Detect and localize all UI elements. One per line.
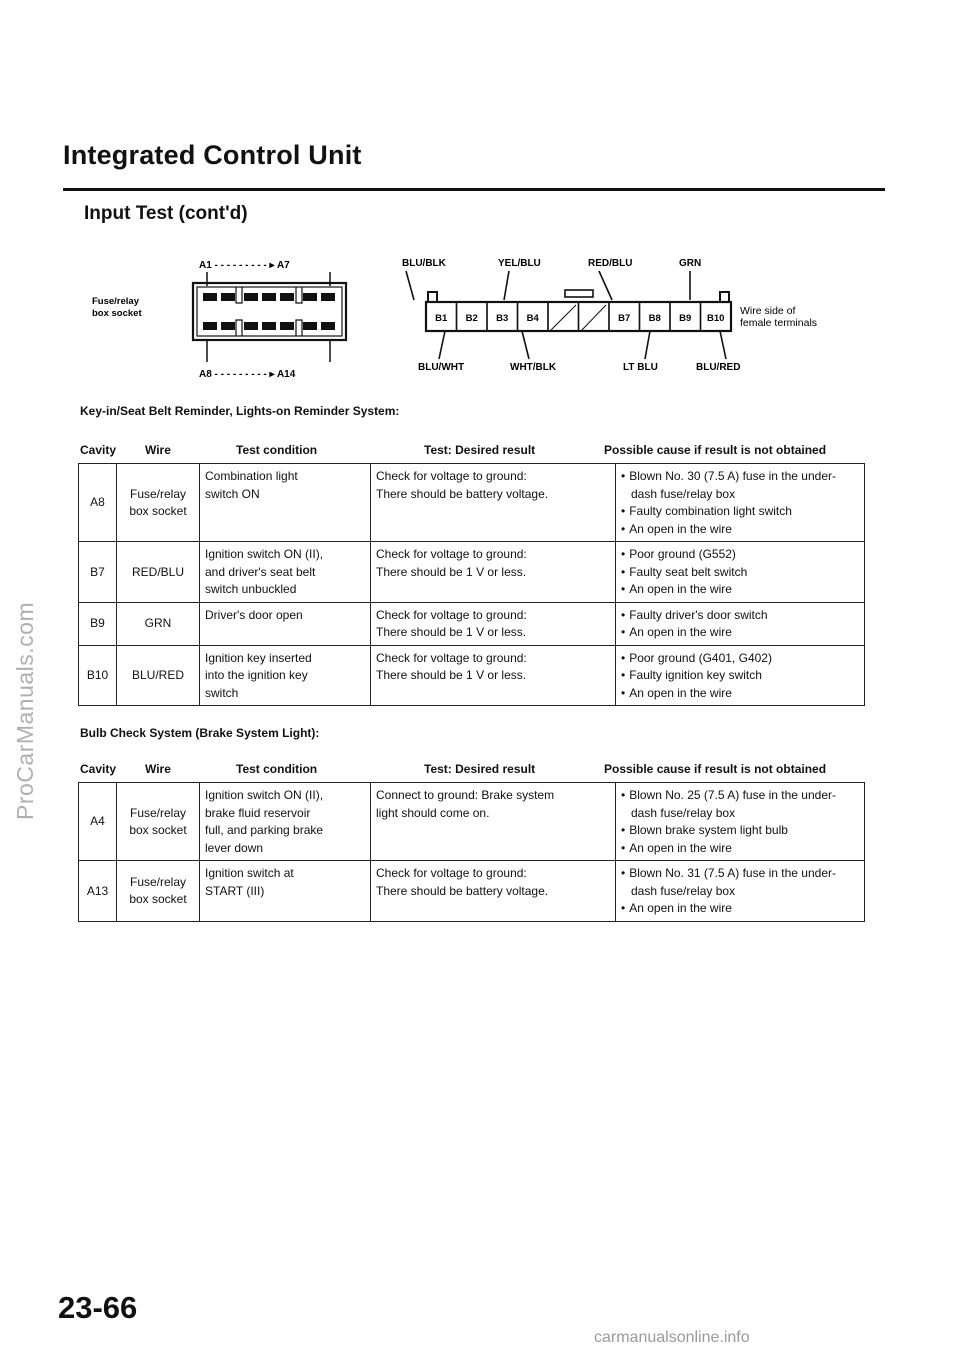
side-note-2: female terminals <box>740 317 818 329</box>
wire-cell <box>117 645 200 706</box>
wire-cell-line: Fuse/relay <box>129 486 187 501</box>
wire-label-bottom-3: LT BLU <box>623 362 658 373</box>
wire-label-top-2: YEL/BLU <box>498 258 541 269</box>
condition-cell-line: Driver's door open <box>205 607 303 622</box>
header-cavity-2: Cavity <box>80 762 117 776</box>
cause-list <box>621 787 859 857</box>
wire-cell-line: Fuse/relay <box>129 805 187 820</box>
header-wire-2: Wire <box>145 762 171 776</box>
wire-cell-line: box socket <box>129 892 187 907</box>
pin-label: B2 <box>465 313 478 324</box>
wire-cell-line: RED/BLU <box>131 564 184 579</box>
side-note-1: Wire side of <box>740 305 796 317</box>
wire-label-bottom-4: BLU/RED <box>696 362 741 373</box>
result-cell <box>371 464 616 542</box>
wire-cell-line: Fuse/relay <box>129 874 187 889</box>
page-title: Integrated Control Unit <box>63 140 362 170</box>
condition-cell <box>200 645 371 706</box>
result-cell <box>371 602 616 645</box>
cause-list <box>621 546 859 599</box>
cavity-cell: B7 <box>79 542 117 603</box>
cause-cell <box>616 645 865 706</box>
table-row <box>79 542 865 603</box>
cause-cell <box>616 783 865 861</box>
icu-connector <box>426 290 731 331</box>
wire-cell <box>117 464 200 542</box>
section-label-key-in: Key-in/Seat Belt Reminder, Lights-on Reminder System: <box>80 404 400 418</box>
cause-list <box>621 865 859 918</box>
table-row <box>79 464 865 542</box>
wire-cell <box>117 602 200 645</box>
cause-item: • An open in the wire <box>621 900 859 918</box>
header-wire: Wire <box>145 443 171 457</box>
cause-item: • Faulty driver's door switch <box>621 607 859 625</box>
result-cell-line: There should be 1 V or less. <box>376 668 527 682</box>
bulb-check-test-table <box>78 782 865 922</box>
condition-cell-line: Ignition switch ON (II), <box>205 788 324 802</box>
cavity-cell: A4 <box>79 783 117 861</box>
socket-label-2: box socket <box>92 308 142 319</box>
cause-list <box>621 607 859 642</box>
a-range-bottom: A8 - - - - - - - - - ▸ A14 <box>199 369 296 380</box>
cause-item: • An open in the wire <box>621 840 859 858</box>
cavity-cell: B9 <box>79 602 117 645</box>
result-cell-line: There should be battery voltage. <box>376 486 549 501</box>
wire-label-top-3: RED/BLU <box>588 258 633 269</box>
cause-item: • Faulty combination light switch <box>621 503 859 521</box>
pin-cell <box>548 302 579 331</box>
condition-cell <box>200 602 371 645</box>
condition-cell-line: Ignition key inserted <box>205 650 312 665</box>
wire-cell-line: BLU/RED <box>131 668 184 682</box>
condition-cell <box>200 783 371 861</box>
header-desired-result-2: Test: Desired result <box>424 762 536 776</box>
cause-item: • Blown brake system light bulb <box>621 822 859 840</box>
result-cell-line: Connect to ground: Brake system <box>376 788 555 802</box>
result-cell-line: Check for voltage to ground: <box>376 866 527 880</box>
table-row <box>79 602 865 645</box>
wire-cell <box>117 542 200 603</box>
cavity-cell: A13 <box>79 861 117 922</box>
condition-cell-line: Combination light <box>205 469 298 483</box>
pin-label: B8 <box>648 313 661 324</box>
header-possible-cause-2: Possible cause if result is not obtained <box>604 762 827 776</box>
cause-cell <box>616 542 865 603</box>
header-test-condition-2: Test condition <box>236 762 318 776</box>
result-cell <box>371 861 616 922</box>
connector-diagram <box>60 240 860 380</box>
header-desired-result: Test: Desired result <box>424 443 536 457</box>
result-cell <box>371 645 616 706</box>
condition-cell-line: switch <box>205 685 239 700</box>
result-cell-line: There should be 1 V or less. <box>376 625 527 639</box>
condition-cell <box>200 464 371 542</box>
table-row <box>79 783 865 861</box>
wire-cell-line: box socket <box>129 823 187 837</box>
condition-cell-line: into the ignition key <box>205 668 308 682</box>
condition-cell-line: full, and parking brake <box>205 823 324 837</box>
result-cell <box>371 783 616 861</box>
condition-cell <box>200 542 371 603</box>
result-cell <box>371 542 616 603</box>
pin-label: B3 <box>496 313 509 324</box>
result-cell-line: Check for voltage to ground: <box>376 650 527 665</box>
header-test-condition: Test condition <box>236 443 318 457</box>
pin-label: B4 <box>526 313 539 324</box>
header-cavity: Cavity <box>80 443 117 457</box>
condition-cell-line: Ignition switch at <box>205 866 294 880</box>
wire-cell <box>117 861 200 922</box>
condition-cell-line: Ignition switch ON (II), <box>205 547 324 561</box>
page-number: 23-66 <box>58 1290 138 1325</box>
wire-cell <box>117 783 200 861</box>
wire-cell-line: GRN <box>144 616 172 631</box>
condition-cell-line: switch ON <box>205 486 260 501</box>
cause-item: • Blown No. 25 (7.5 A) fuse in the under-dash fuse/relay box <box>621 787 859 822</box>
condition-cell <box>200 861 371 922</box>
pin-label: B1 <box>435 313 448 324</box>
table-row <box>79 861 865 922</box>
cause-cell <box>616 464 865 542</box>
cause-item: • An open in the wire <box>621 624 859 642</box>
cause-item: • An open in the wire <box>621 581 859 599</box>
result-cell-line: Check for voltage to ground: <box>376 469 527 483</box>
cause-cell <box>616 602 865 645</box>
cause-item: • Poor ground (G552) <box>621 546 859 564</box>
pin-label: B7 <box>618 313 631 324</box>
fuse-relay-socket <box>193 283 346 340</box>
cause-item: • Blown No. 31 (7.5 A) fuse in the under-dash fuse/relay box <box>621 865 859 900</box>
result-cell-line: light should come on. <box>376 805 490 820</box>
title-rule <box>63 188 885 191</box>
wire-cell-line: box socket <box>129 504 187 518</box>
condition-cell-line: and driver's seat belt <box>205 564 316 579</box>
section-label-bulb-check: Bulb Check System (Brake System Light): <box>80 726 320 740</box>
wire-label-bottom-1: BLU/WHT <box>418 362 465 373</box>
condition-cell-line: brake fluid reservoir <box>205 805 311 820</box>
wire-label-bottom-2: WHT/BLK <box>510 362 557 373</box>
header-possible-cause: Possible cause if result is not obtained <box>604 443 827 457</box>
socket-label-1: Fuse/relay <box>92 296 139 307</box>
cause-item: • An open in the wire <box>621 521 859 539</box>
cause-list <box>621 468 859 538</box>
wire-label-top-1: BLU/BLK <box>402 258 446 269</box>
result-cell-line: There should be battery voltage. <box>376 883 549 898</box>
cause-item: • Poor ground (G401, G402) <box>621 650 859 668</box>
cause-cell <box>616 861 865 922</box>
condition-cell-line: START (III) <box>205 883 265 898</box>
condition-cell-line: lever down <box>205 840 264 855</box>
cause-list <box>621 650 859 703</box>
result-cell-line: There should be 1 V or less. <box>376 564 527 579</box>
result-cell-line: Check for voltage to ground: <box>376 607 527 622</box>
cause-item: • Faulty seat belt switch <box>621 564 859 582</box>
key-in-test-table <box>78 463 865 706</box>
footer-site-text: carmanualsonline.info <box>594 1329 750 1346</box>
pin-label: B10 <box>707 313 725 324</box>
table-row <box>79 645 865 706</box>
a-range-top: A1 - - - - - - - - - ▸ A7 <box>199 260 290 271</box>
cause-item: • An open in the wire <box>621 685 859 703</box>
page-subtitle: Input Test (cont'd) <box>84 203 248 224</box>
cavity-cell: B10 <box>79 645 117 706</box>
wire-label-top-4: GRN <box>679 258 702 269</box>
cavity-cell: A8 <box>79 464 117 542</box>
cause-item: • Blown No. 30 (7.5 A) fuse in the under-dash fuse/relay box <box>621 468 859 503</box>
condition-cell-line: switch unbuckled <box>205 582 297 596</box>
watermark-text: ProCarManuals.com <box>12 601 38 820</box>
result-cell-line: Check for voltage to ground: <box>376 547 527 561</box>
pin-label: B9 <box>679 313 692 324</box>
cause-item: • Faulty ignition key switch <box>621 667 859 685</box>
